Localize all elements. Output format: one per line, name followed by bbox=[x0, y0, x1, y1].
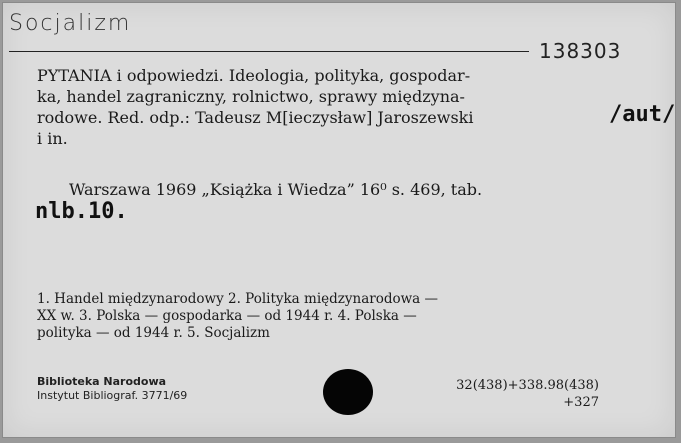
main-entry-line: i in. bbox=[37, 129, 68, 148]
aut-mark: /aut/ bbox=[609, 102, 676, 127]
classification bbox=[439, 377, 599, 411]
catalog-card bbox=[2, 2, 676, 438]
classification-line: +327 bbox=[563, 395, 599, 410]
library-institute: Instytut Bibliograf. 3771/69 bbox=[37, 389, 188, 402]
subject-tracings bbox=[37, 291, 597, 342]
library-stamp bbox=[37, 375, 187, 403]
main-entry-line: ka, handel zagraniczny, rolnictwo, sprawy międzyna- bbox=[37, 87, 465, 106]
main-entry-line: rodowe. Red. odp.: Tadeusz M[ieczysław] Jaroszewski bbox=[37, 108, 474, 127]
tracing-line: XX w. 3. Polska — gospodarka — od 1944 r. 4. Polska — bbox=[37, 308, 417, 324]
heading-rule bbox=[9, 51, 529, 52]
tracing-line: polityka — od 1944 r. 5. Socjalizm bbox=[37, 325, 270, 341]
main-entry bbox=[37, 65, 597, 149]
imprint: Warszawa 1969 „Książka i Wiedza” 16⁰ s. 469, tab. bbox=[69, 180, 483, 199]
punch-hole bbox=[323, 369, 373, 415]
subject-heading: Socjalizm bbox=[9, 11, 132, 36]
call-number: 138303 bbox=[539, 39, 622, 63]
main-entry-line: PYTANIA i odpowiedzi. Ideologia, polityka, gospodar- bbox=[37, 66, 471, 85]
nlb-mark: nlb.10. bbox=[35, 199, 128, 224]
library-name: Biblioteka Narodowa bbox=[37, 375, 167, 388]
tracing-line: 1. Handel międzynarodowy 2. Polityka międzynarodowa — bbox=[37, 291, 439, 307]
classification-line: 32(438)+338.98(438) bbox=[456, 378, 599, 393]
